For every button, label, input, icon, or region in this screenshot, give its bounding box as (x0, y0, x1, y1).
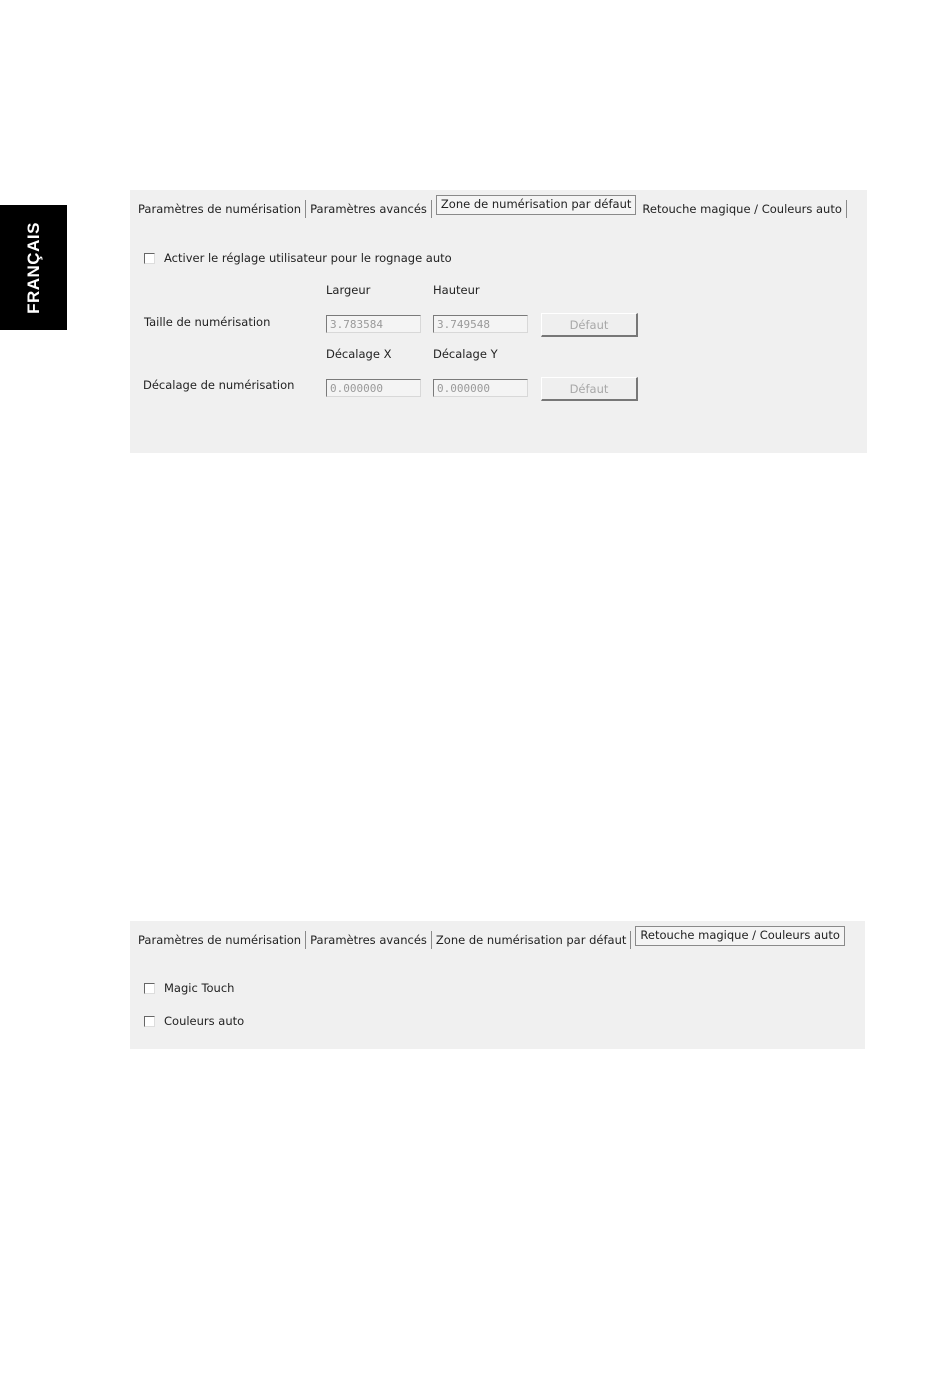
auto-colors-label: Couleurs auto (164, 1014, 245, 1028)
offset-x-label: Décalage X (326, 347, 392, 361)
width-column-label: Largeur (326, 283, 371, 297)
tab-strip (134, 927, 861, 949)
offset-y-label: Décalage Y (433, 347, 498, 361)
auto-colors-checkbox[interactable] (144, 1014, 244, 1028)
default-size-button[interactable]: Défaut (541, 313, 638, 337)
magic-touch-checkbox[interactable] (144, 981, 234, 995)
width-input[interactable]: 3.783584 (326, 315, 421, 333)
default-scan-area-panel (130, 190, 867, 453)
default-offset-button[interactable]: Défaut (541, 377, 638, 401)
scan-size-label: Taille de numérisation (144, 315, 271, 329)
offset-x-input[interactable]: 0.000000 (326, 379, 421, 397)
magic-touch-panel (130, 921, 865, 1049)
tab-advanced-settings[interactable]: Paramètres avancés (306, 200, 432, 218)
language-label: FRANÇAIS (23, 221, 43, 314)
checkbox-box[interactable] (144, 253, 155, 264)
tab-default-scan-area[interactable]: Zone de numérisation par défaut (432, 931, 631, 949)
magic-touch-label: Magic Touch (164, 981, 235, 995)
language-side-tab (0, 205, 67, 330)
auto-crop-label: Activer le réglage utilisateur pour le rognage auto (164, 251, 452, 265)
tab-default-scan-area[interactable]: Zone de numérisation par défaut (436, 195, 636, 215)
tab-magic-touch-auto-colors[interactable]: Retouche magique / Couleurs auto (635, 926, 845, 946)
checkbox-box[interactable] (144, 1016, 155, 1027)
checkbox-box[interactable] (144, 983, 155, 994)
scan-offset-label: Décalage de numérisation (143, 378, 295, 392)
offset-y-input[interactable]: 0.000000 (433, 379, 528, 397)
tab-advanced-settings[interactable]: Paramètres avancés (306, 931, 432, 949)
tab-strip (134, 196, 863, 218)
tab-scan-settings[interactable]: Paramètres de numérisation (134, 200, 306, 218)
tab-scan-settings[interactable]: Paramètres de numérisation (134, 931, 306, 949)
height-column-label: Hauteur (433, 283, 480, 297)
tab-magic-touch-auto-colors[interactable]: Retouche magique / Couleurs auto (638, 200, 847, 218)
height-input[interactable]: 3.749548 (433, 315, 528, 333)
auto-crop-checkbox[interactable] (144, 251, 452, 265)
